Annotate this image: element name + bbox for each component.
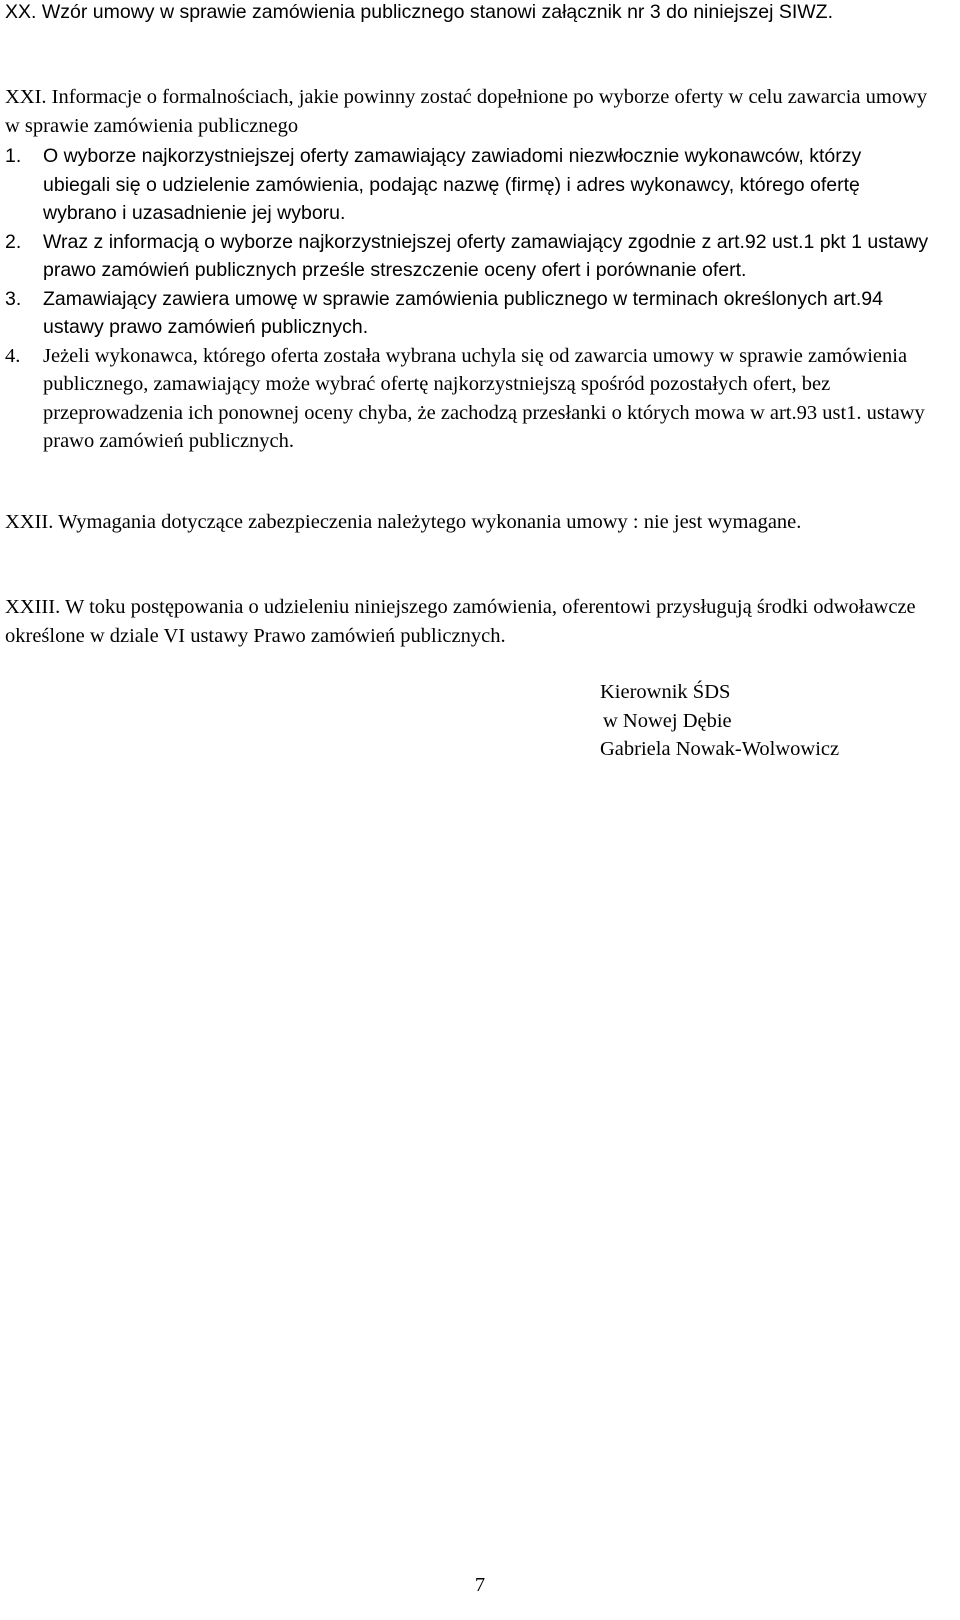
list-item: [5, 342, 930, 456]
list-item-number: 2.: [5, 230, 22, 253]
section-xx-paragraph: XX. Wzór umowy w sprawie zamówienia publicznego stanowi załącznik nr 3 do niniejszej SIWZ.: [5, 1, 833, 23]
list-item-text: Jeżeli wykonawca, którego oferta została wybrana uchyla się od zawarcia umowy w sprawie zamówienia publicznego, zamawiający może wybrać ofertę najkorzystniejszą spośród pozostałych ofert, bez przeprowadzenia ich ponownej oceny chyba, że zachodzą przesłanki o których mowa w art.93 ust1. ustawy prawo zamówień publicznych.: [43, 344, 925, 452]
list-item-number: 4.: [5, 344, 21, 367]
section-xxi-list: [5, 142, 930, 456]
signature-block: [600, 678, 930, 764]
signature-name: Gabriela Nowak-Wolwowicz: [600, 738, 840, 760]
list-item: [5, 228, 930, 285]
list-item-number: 1.: [5, 145, 22, 167]
signature-title: Kierownik ŚDS: [600, 681, 731, 703]
list-item-text: Wraz z informacją o wyborze najkorzystniejszej oferty zamawiający zgodnie z art.92 ust.1 pkt 1 ustawy prawo zamówień publicznych prześle streszczenie oceny ofert i porównanie ofert.: [43, 230, 929, 281]
signature-location: w Nowej Dębie: [603, 709, 732, 732]
list-item-number: 3.: [5, 287, 22, 310]
list-item: [5, 142, 930, 228]
section-xxi-heading: XXI. Informacje o formalnościach, jakie powinny zostać dopełnione po wyborze oferty w celu zawarcia umowy w sprawie zamówienia publicznego: [5, 86, 928, 137]
list-item-text: O wyborze najkorzystniejszej oferty zamawiający zawiadomi niezwłocznie wykonawców, którzy ubiegali się o udzielenie zamówienia, podając nazwę (firmę) i adres wykonawcy, którego ofertę wybrano i uzasadnienie jej wyboru.: [43, 145, 862, 224]
page-number: 7: [474, 1574, 486, 1596]
list-item-text: Zamawiający zawiera umowę w sprawie zamówienia publicznego w terminach określonych art.94 ustawy prawo zamówień publicznych.: [43, 287, 883, 338]
list-item: [5, 285, 930, 342]
section-xxii-paragraph: XXII. Wymagania dotyczące zabezpieczenia należytego wykonania umowy : nie jest wymagane.: [5, 511, 802, 533]
section-xxiii-paragraph: XXIII. W toku postępowania o udzieleniu niniejszego zamówienia, oferentowi przysługują środki odwoławcze określone w dziale VI ustawy Prawo zamówień publicznych.: [5, 596, 916, 647]
